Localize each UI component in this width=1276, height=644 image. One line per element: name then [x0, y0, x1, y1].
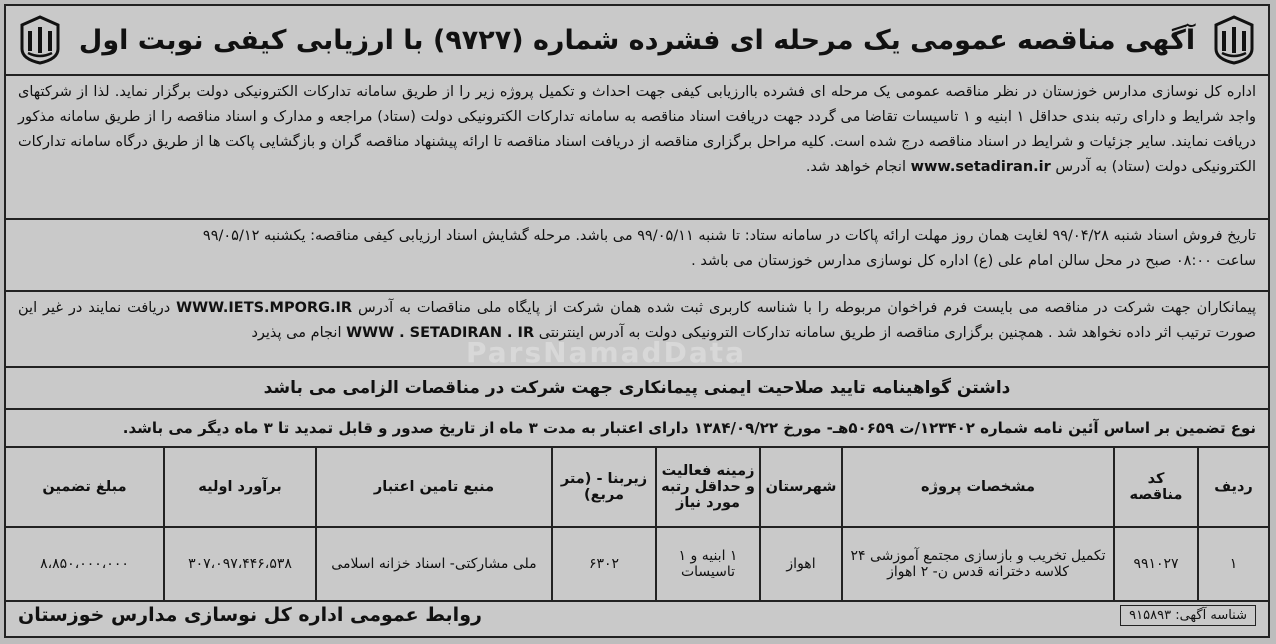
table-row [6, 527, 1268, 601]
cell-area: ۶۳۰۲ [552, 527, 656, 601]
footer [6, 594, 1268, 636]
header-area: زیربنا - (متر مربع) [552, 447, 656, 527]
cell-estimate: ۳۰۷،۰۹۷،۴۴۶،۵۳۸ [164, 527, 316, 601]
registration-text-3: انجام می پذیرد [251, 325, 342, 341]
intro-text: اداره کل نوسازی مدارس خوزستان در نظر مناقصه عمومی یک مرحله ای فشرده باارزیابی کیفی جهت احداث و تکمیل پروژه زیر را از طریق سامانه تدارکات الکترونیکی دولت برگزار نماید. لذا از شرکتهای واجد شرایط و دارای رتبه بندی حداقل ۱ ابنیه و ۱ تاسیسات تقاضا می گردد جهت دریافت اسناد مناقصه به سامانه تدارکات الکترونیکی دولت (ستاد) مراجعه و مدارک و اسناد مناقصه را از طریق سامانه مذکور دریافت نمایند. سایر جزئیات و شرایط در اسناد مناقصه درج شده است. کلیه مراحل برگزاری مناقصه از دریافت اسناد مناقصه تا ارائه پیشنهاد مناقصه گران و بازگشایی پاکت ها از طریق درگاه سامانه تدارکات الکترونیکی دولت (ستاد) به آدرس [18, 84, 1257, 175]
table-header-row [6, 447, 1268, 527]
cell-funding: ملی مشارکتی- اسناد خزانه اسلامی [316, 527, 552, 601]
header-tender-code: کد مناقصه [1114, 447, 1198, 527]
header-row-number: ردیف [1198, 447, 1268, 527]
header-city: شهرستان [760, 447, 842, 527]
guarantee-type-text: نوع تضمین بر اساس آئین نامه شماره ۱۲۳۴۰۲/ت ۵۰۶۵۹هـ- مورخ ۱۳۸۴/۰۹/۲۲ دارای اعتبار به مدت ۳ ماه از تاریخ صدور و قابل تمدید تا ۳ ماه دیگر می باشد. [122, 419, 1256, 437]
iets-website-link[interactable]: WWW.IETS.MPORG.IR [176, 300, 353, 316]
school-renovation-logo-icon [1210, 14, 1258, 66]
dates-line-2: ساعت ۰۸:۰۰ صبح در محل سالن امام علی (ع) اداره کل نوسازی مدارس خوزستان می باشد . [691, 253, 1256, 269]
school-renovation-logo-icon [16, 14, 64, 66]
dates-line-1: تاریخ فروش اسناد شنبه ۹۹/۰۴/۲۸ لغایت همان روز مهلت ارائه پاکات در سامانه ستاد: تا شنبه ۹۹/۰۵/۱۱ می باشد. مرحله گشایش اسناد ارزیابی کیفی مناقصه: یکشنبه ۹۹/۰۵/۱۲ [202, 228, 1256, 244]
header-guarantee: مبلغ تضمین [6, 447, 164, 527]
tender-advertisement [4, 4, 1270, 638]
cell-guarantee: ۸،۸۵۰،۰۰۰،۰۰۰ [6, 527, 164, 601]
cell-activity: ۱ ابنیه و ۱ تاسیسات [656, 527, 760, 601]
dates-paragraph [6, 220, 1268, 292]
ad-title: آگهی مناقصه عمومی یک مرحله ای فشرده شماره (۹۷۲۷) با ارزیابی کیفی نوبت اول [78, 24, 1196, 56]
cell-tender-code: ۹۹۱۰۲۷ [1114, 527, 1198, 601]
header [6, 6, 1268, 76]
publisher-organization: روابط عمومی اداره کل نوسازی مدارس خوزستان [18, 604, 482, 626]
registration-text-2: دریافت نمایند در غیر این صورت ترتیب اثر داده نخواهد شد . همچنین برگزاری مناقصه از طریق سامانه تدارکات الترونیکی دولت به آدرس اینترنتی [18, 300, 1256, 341]
intro-paragraph [6, 76, 1268, 220]
ad-id: شناسه آگهی: ۹۱۵۸۹۳ [1120, 605, 1256, 626]
header-estimate: برآورد اولیه [164, 447, 316, 527]
cell-project: تکمیل تخریب و بازسازی مجتمع آموزشی ۲۴ کلاسه دخترانه قدس ن- ۲ اهواز [842, 527, 1114, 601]
registration-text-1: پیمانکاران جهت شرکت در مناقصه می بایست فرم فراخوان مربوطه را با شناسه کاربری ثبت شده همان شرکت از پایگاه ملی مناقصات به آدرس [358, 300, 1257, 316]
cell-row-number: ۱ [1198, 527, 1268, 601]
registration-paragraph [6, 292, 1268, 368]
tender-table [6, 446, 1268, 602]
header-project: مشخصات پروژه [842, 447, 1114, 527]
setadiran-website-link[interactable]: WWW . SETADIRAN . IR [346, 325, 535, 341]
setad-website-link[interactable]: www.setadiran.ir [910, 159, 1051, 175]
watermark: ParsNamadData [466, 336, 746, 369]
header-activity: زمینه فعالیت و حداقل رتبه مورد نیاز [656, 447, 760, 527]
header-funding: منبع تامین اعتبار [316, 447, 552, 527]
intro-tail: انجام خواهد شد. [805, 159, 906, 175]
safety-certificate-notice: داشتن گواهینامه تایید صلاحیت ایمنی پیمانکاری جهت شرکت در مناقصات الزامی می باشد [6, 368, 1268, 410]
cell-city: اهواز [760, 527, 842, 601]
